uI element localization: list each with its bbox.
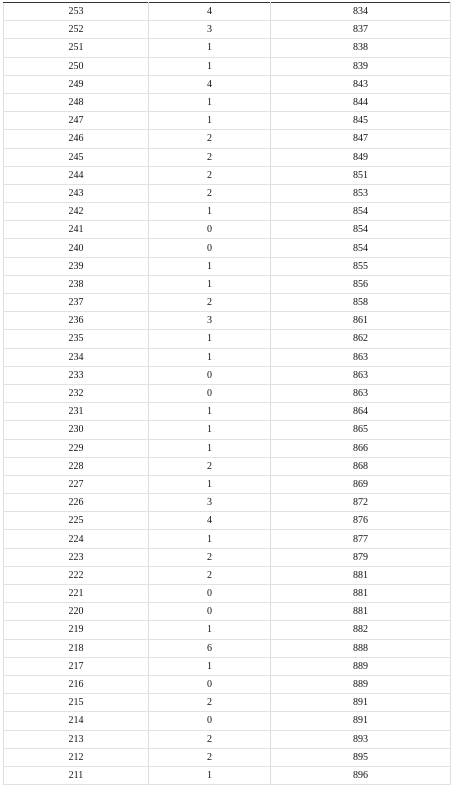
table-row (4, 694, 451, 712)
cumulative-cell: 888 (271, 639, 451, 657)
cumulative-cell: 854 (271, 221, 451, 239)
table-row (4, 221, 451, 239)
score-cell: 219 (4, 621, 149, 639)
count-cell: 0 (149, 221, 271, 239)
cumulative-cell: 865 (271, 421, 451, 439)
table-row (4, 366, 451, 384)
table-row (4, 75, 451, 93)
score-cell: 235 (4, 330, 149, 348)
table-row (4, 585, 451, 603)
count-cell: 2 (149, 457, 271, 475)
score-cell: 232 (4, 384, 149, 402)
score-cell: 214 (4, 712, 149, 730)
cumulative-cell: 834 (271, 3, 451, 21)
score-cell: 243 (4, 184, 149, 202)
score-cell: 241 (4, 221, 149, 239)
count-cell: 1 (149, 621, 271, 639)
score-cell: 220 (4, 603, 149, 621)
count-cell: 2 (149, 548, 271, 566)
cumulative-cell: 837 (271, 21, 451, 39)
count-cell: 4 (149, 3, 271, 21)
count-cell: 3 (149, 21, 271, 39)
count-cell: 1 (149, 93, 271, 111)
count-cell: 0 (149, 675, 271, 693)
count-cell: 2 (149, 730, 271, 748)
cumulative-cell: 863 (271, 348, 451, 366)
score-cell: 222 (4, 566, 149, 584)
cumulative-cell: 882 (271, 621, 451, 639)
table-row (4, 457, 451, 475)
table-row (4, 675, 451, 693)
score-cell: 230 (4, 421, 149, 439)
score-cell: 224 (4, 530, 149, 548)
count-cell: 3 (149, 494, 271, 512)
count-cell: 1 (149, 530, 271, 548)
table-row (4, 166, 451, 184)
score-cell: 223 (4, 548, 149, 566)
score-cell: 211 (4, 766, 149, 784)
count-cell: 2 (149, 130, 271, 148)
table-body (4, 3, 451, 785)
cumulative-cell: 876 (271, 512, 451, 530)
table-row (4, 639, 451, 657)
score-cell: 247 (4, 112, 149, 130)
count-cell: 4 (149, 512, 271, 530)
table-row (4, 184, 451, 202)
count-cell: 4 (149, 75, 271, 93)
count-cell: 1 (149, 766, 271, 784)
cumulative-cell: 855 (271, 257, 451, 275)
table-row (4, 312, 451, 330)
cumulative-cell: 838 (271, 39, 451, 57)
count-cell: 0 (149, 239, 271, 257)
table-row (4, 294, 451, 312)
cumulative-cell: 862 (271, 330, 451, 348)
cumulative-cell: 854 (271, 239, 451, 257)
score-cell: 227 (4, 475, 149, 493)
count-cell: 0 (149, 384, 271, 402)
cumulative-cell: 844 (271, 93, 451, 111)
score-cell: 252 (4, 21, 149, 39)
score-distribution-table (3, 2, 451, 785)
table-row (4, 21, 451, 39)
score-cell: 250 (4, 57, 149, 75)
score-cell: 234 (4, 348, 149, 366)
table-row (4, 712, 451, 730)
score-cell: 213 (4, 730, 149, 748)
cumulative-cell: 861 (271, 312, 451, 330)
count-cell: 2 (149, 566, 271, 584)
count-cell: 1 (149, 39, 271, 57)
cumulative-cell: 889 (271, 657, 451, 675)
cumulative-cell: 839 (271, 57, 451, 75)
count-cell: 1 (149, 330, 271, 348)
count-cell: 2 (149, 148, 271, 166)
score-cell: 246 (4, 130, 149, 148)
cumulative-cell: 881 (271, 566, 451, 584)
table-row (4, 275, 451, 293)
cumulative-cell: 893 (271, 730, 451, 748)
cumulative-cell: 863 (271, 384, 451, 402)
count-cell: 1 (149, 57, 271, 75)
score-cell: 242 (4, 203, 149, 221)
table-row (4, 475, 451, 493)
cumulative-cell: 866 (271, 439, 451, 457)
score-cell: 217 (4, 657, 149, 675)
score-cell: 216 (4, 675, 149, 693)
table-row (4, 530, 451, 548)
score-cell: 226 (4, 494, 149, 512)
count-cell: 1 (149, 421, 271, 439)
score-cell: 218 (4, 639, 149, 657)
count-cell: 2 (149, 694, 271, 712)
cumulative-cell: 851 (271, 166, 451, 184)
score-cell: 225 (4, 512, 149, 530)
score-cell: 212 (4, 748, 149, 766)
table-row (4, 621, 451, 639)
score-cell: 240 (4, 239, 149, 257)
table-row (4, 57, 451, 75)
cumulative-cell: 858 (271, 294, 451, 312)
cumulative-cell: 849 (271, 148, 451, 166)
table-row (4, 330, 451, 348)
table-row (4, 257, 451, 275)
table-row (4, 3, 451, 21)
table-row (4, 93, 451, 111)
score-cell: 244 (4, 166, 149, 184)
count-cell: 0 (149, 366, 271, 384)
cumulative-cell: 868 (271, 457, 451, 475)
cumulative-cell: 889 (271, 675, 451, 693)
count-cell: 1 (149, 275, 271, 293)
table-row (4, 348, 451, 366)
table-row (4, 439, 451, 457)
score-cell: 228 (4, 457, 149, 475)
score-cell: 215 (4, 694, 149, 712)
count-cell: 1 (149, 403, 271, 421)
table-row (4, 766, 451, 784)
cumulative-cell: 843 (271, 75, 451, 93)
cumulative-cell: 869 (271, 475, 451, 493)
count-cell: 1 (149, 439, 271, 457)
table-row (4, 421, 451, 439)
count-cell: 1 (149, 348, 271, 366)
cumulative-cell: 853 (271, 184, 451, 202)
table-row (4, 148, 451, 166)
cumulative-cell: 845 (271, 112, 451, 130)
cumulative-cell: 856 (271, 275, 451, 293)
score-cell: 236 (4, 312, 149, 330)
score-cell: 231 (4, 403, 149, 421)
table-row (4, 239, 451, 257)
score-cell: 229 (4, 439, 149, 457)
cumulative-cell: 847 (271, 130, 451, 148)
score-cell: 245 (4, 148, 149, 166)
table-row (4, 566, 451, 584)
score-cell: 237 (4, 294, 149, 312)
score-cell: 239 (4, 257, 149, 275)
table-row (4, 748, 451, 766)
count-cell: 0 (149, 712, 271, 730)
table-row (4, 603, 451, 621)
count-cell: 2 (149, 294, 271, 312)
count-cell: 0 (149, 585, 271, 603)
score-cell: 249 (4, 75, 149, 93)
count-cell: 2 (149, 184, 271, 202)
cumulative-cell: 877 (271, 530, 451, 548)
count-cell: 1 (149, 203, 271, 221)
cumulative-cell: 896 (271, 766, 451, 784)
cumulative-cell: 881 (271, 585, 451, 603)
cumulative-cell: 881 (271, 603, 451, 621)
table-row (4, 39, 451, 57)
count-cell: 3 (149, 312, 271, 330)
count-cell: 1 (149, 257, 271, 275)
table-row (4, 384, 451, 402)
count-cell: 1 (149, 475, 271, 493)
table-row (4, 512, 451, 530)
count-cell: 1 (149, 657, 271, 675)
count-cell: 1 (149, 112, 271, 130)
table-row (4, 730, 451, 748)
count-cell: 2 (149, 748, 271, 766)
score-cell: 233 (4, 366, 149, 384)
table-row (4, 203, 451, 221)
table-row (4, 130, 451, 148)
score-cell: 248 (4, 93, 149, 111)
cumulative-cell: 891 (271, 712, 451, 730)
table-row (4, 112, 451, 130)
table-row (4, 403, 451, 421)
score-cell: 221 (4, 585, 149, 603)
table-row (4, 494, 451, 512)
cumulative-cell: 891 (271, 694, 451, 712)
score-cell: 251 (4, 39, 149, 57)
score-cell: 238 (4, 275, 149, 293)
table-row (4, 657, 451, 675)
count-cell: 2 (149, 166, 271, 184)
cumulative-cell: 879 (271, 548, 451, 566)
table-row (4, 548, 451, 566)
count-cell: 0 (149, 603, 271, 621)
cumulative-cell: 854 (271, 203, 451, 221)
count-cell: 6 (149, 639, 271, 657)
cumulative-cell: 872 (271, 494, 451, 512)
cumulative-cell: 895 (271, 748, 451, 766)
score-cell: 253 (4, 3, 149, 21)
cumulative-cell: 864 (271, 403, 451, 421)
cumulative-cell: 863 (271, 366, 451, 384)
